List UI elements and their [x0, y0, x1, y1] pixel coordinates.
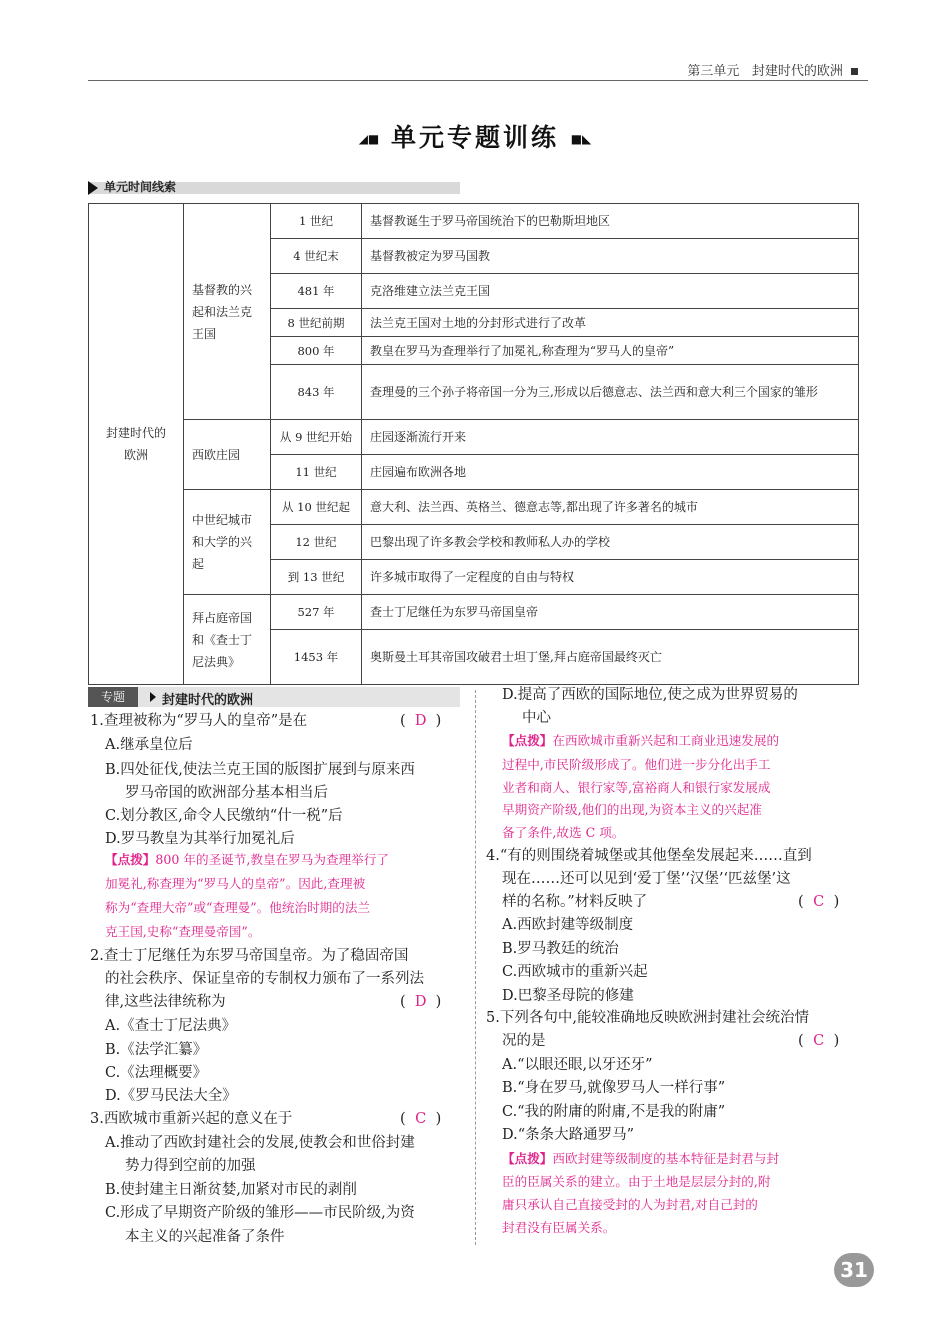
timeline-time: 11 世纪 [271, 455, 362, 490]
timeline-time: 843 年 [271, 365, 362, 420]
question-line: B.四处征伐,使法兰克王国的版图扩展到与原来西 [105, 762, 415, 778]
timeline-event: 庄园逐渐流行开来 [362, 420, 859, 455]
question-line: 罗马帝国的欧洲部分基本相当后 [125, 785, 328, 801]
question-line: A.推动了西欧封建社会的发展,使教会和世俗封建 [105, 1135, 415, 1151]
square-icon [851, 68, 858, 75]
timeline-event: 庄园遍布欧洲各地 [362, 455, 859, 490]
timeline-row [89, 420, 859, 455]
answer-q3: ( C ) [400, 1111, 442, 1127]
page-title: 单元专题训练 [390, 123, 559, 152]
question-line: 1.查理被称为“罗马人的皇帝”是在 [90, 713, 308, 729]
title-left-deco-icon: ◢■ [358, 132, 380, 146]
timeline-era: 封建时代的欧洲 [89, 204, 184, 685]
timeline-label: 单元时间线索 [104, 180, 177, 194]
timeline-row [89, 490, 859, 525]
question-line: D.巴黎圣母院的修建 [502, 988, 634, 1004]
play-arrow-icon [88, 181, 98, 195]
timeline-time: 527 年 [271, 595, 362, 630]
question-line: D.罗马教皇为其举行加冕礼后 [105, 831, 295, 847]
timeline-time: 12 世纪 [271, 525, 362, 560]
header-text [687, 60, 858, 79]
question-line: A.《查士丁尼法典》 [105, 1018, 237, 1034]
header-unit: 第三单元 [687, 64, 740, 79]
comment-line: 过程中,市民阶级形成了。他们进一步分化出手工 [502, 757, 771, 772]
comment-line: 克王国,史称“查理曼帝国”。 [105, 924, 261, 939]
answer-q4: ( C ) [798, 894, 840, 910]
question-line: C.“我的附庸的附庸,不是我的附庸” [502, 1104, 726, 1120]
timeline-time: 从 10 世纪起 [271, 490, 362, 525]
timeline-row [89, 204, 859, 239]
timeline-event: 教皇在罗马为查理举行了加冕礼,称查理为“罗马人的皇帝” [362, 337, 859, 365]
timeline-time: 4 世纪末 [271, 239, 362, 274]
question-line: A.继承皇位后 [105, 737, 193, 753]
comment-line: 封君没有臣属关系。 [502, 1220, 616, 1235]
comment-line: 庸只承认自己直接受封的人为封君,对自己封的 [502, 1197, 758, 1212]
play-arrow-icon [150, 692, 156, 702]
question-line: 4.“有的则围绕着城堡或其他堡垒发展起来……直到 [486, 848, 812, 864]
timeline-time: 从 9 世纪开始 [271, 420, 362, 455]
timeline-event: 基督教被定为罗马国教 [362, 239, 859, 274]
comment-line: 早期资产阶级,他们的出现,为资本主义的兴起准 [502, 802, 762, 817]
comment-line: 【点拨】西欧封建等级制度的基本特征是封君与封 [502, 1151, 780, 1166]
timeline-time: 到 13 世纪 [271, 560, 362, 595]
question-line: A.西欧封建等级制度 [502, 917, 634, 933]
question-line: 3.西欧城市重新兴起的意义在于 [90, 1111, 293, 1127]
question-line: B.使封建主日渐贫婪,加紧对市民的剥削 [105, 1182, 357, 1198]
comment-line: 加冕礼,称查理为“罗马人的皇帝”。因此,查理被 [105, 876, 366, 891]
question-line: D.提高了西欧的国际地位,使之成为世界贸易的 [502, 687, 798, 703]
timeline-group: 西欧庄园 [184, 420, 271, 490]
timeline-group: 拜占庭帝国和《查士丁尼法典》 [184, 595, 271, 685]
question-line: B.罗马教廷的统治 [502, 941, 619, 957]
question-line: 况的是 [502, 1033, 546, 1049]
topic-tag: 专题 [88, 687, 138, 707]
title-right-deco-icon: ■◣ [570, 132, 592, 146]
question-line: 现在……还可以见到‘爱丁堡’‘汉堡’‘匹兹堡’这 [502, 871, 791, 887]
timeline-event: 意大利、法兰西、英格兰、德意志等,都出现了许多著名的城市 [362, 490, 859, 525]
answer-q5: ( C ) [798, 1033, 840, 1049]
comment-label: 【点拨】 [502, 733, 553, 748]
topic-bar [88, 687, 460, 707]
timeline-event: 法兰克王国对土地的分封形式进行了改革 [362, 309, 859, 337]
timeline-event: 克洛维建立法兰克王国 [362, 274, 859, 309]
comment-label: 【点拨】 [502, 1151, 553, 1166]
question-line: A.“以眼还眼,以牙还牙” [502, 1057, 653, 1073]
timeline-event: 查理曼的三个孙子将帝国一分为三,形成以后德意志、法兰西和意大利三个国家的雏形 [362, 365, 859, 420]
question-line: 律,这些法律统称为 [105, 994, 226, 1010]
question-line: B.“身在罗马,就像罗马人一样行事” [502, 1080, 726, 1096]
comment-line: 【点拨】800 年的圣诞节,教皇在罗马为查理举行了 [105, 852, 389, 867]
column-divider [475, 690, 476, 1245]
comment-line: 称为“查理大帝”或“查理曼”。他统治时期的法兰 [105, 900, 371, 915]
timeline-time: 1453 年 [271, 630, 362, 685]
comment-label: 【点拨】 [105, 852, 156, 867]
question-line: C.《法理概要》 [105, 1065, 208, 1081]
question-line: B.《法学汇纂》 [105, 1042, 208, 1058]
answer-q2: ( D ) [400, 994, 442, 1010]
comment-line: 【点拨】在西欧城市重新兴起和工商业迅速发展的 [502, 733, 780, 748]
timeline-time: 8 世纪前期 [271, 309, 362, 337]
question-line: 的社会秩序、保证皇帝的专制权力颁布了一系列法 [105, 971, 424, 987]
timeline-group: 中世纪城市和大学的兴起 [184, 490, 271, 595]
question-line: 样的名称。”材料反映了 [502, 894, 648, 910]
question-line: C.形成了早期资产阶级的雏形——市民阶级,为资 [105, 1205, 415, 1221]
question-line: 势力得到空前的加强 [125, 1158, 256, 1174]
timeline-time: 481 年 [271, 274, 362, 309]
comment-line: 备了条件,故选 C 项。 [502, 825, 625, 840]
timeline-row [89, 595, 859, 630]
comment-line: 业者和商人、银行家等,富裕商人和银行家发展成 [502, 780, 771, 795]
question-line: 本主义的兴起准备了条件 [125, 1229, 285, 1245]
question-line: D.“条条大路通罗马” [502, 1127, 635, 1143]
timeline-event: 许多城市取得了一定程度的自由与特权 [362, 560, 859, 595]
timeline-time: 800 年 [271, 337, 362, 365]
question-line: C.西欧城市的重新兴起 [502, 964, 648, 980]
timeline-group: 基督教的兴起和法兰克王国 [184, 204, 271, 420]
comment-line: 臣的臣属关系的建立。由于土地是层层分封的,附 [502, 1174, 771, 1189]
page-title-row [0, 118, 950, 154]
answer-q1: ( D ) [400, 713, 442, 729]
header-unit-title: 封建时代的欧洲 [751, 64, 843, 79]
timeline-event: 奥斯曼土耳其帝国攻破君士坦丁堡,拜占庭帝国最终灭亡 [362, 630, 859, 685]
page-header [88, 60, 868, 81]
question-line: D.《罗马民法大全》 [105, 1088, 237, 1104]
timeline-table [88, 203, 859, 685]
page-number: 31 [834, 1253, 874, 1287]
question-line: C.划分教区,命令人民缴纳“什一税”后 [105, 808, 343, 824]
question-line: 5.下列各句中,能较准确地反映欧洲封建社会统治情 [486, 1010, 809, 1026]
timeline-time: 1 世纪 [271, 204, 362, 239]
question-line: 中心 [522, 710, 551, 726]
topic-title: 封建时代的欧洲 [162, 693, 254, 708]
timeline-section-bar [88, 182, 460, 194]
question-line: 2.查士丁尼继任为东罗马帝国皇帝。为了稳固帝国 [90, 948, 409, 964]
timeline-event: 查士丁尼继任为东罗马帝国皇帝 [362, 595, 859, 630]
timeline-event: 巴黎出现了许多教会学校和教师私人办的学校 [362, 525, 859, 560]
timeline-event: 基督教诞生于罗马帝国统治下的巴勒斯坦地区 [362, 204, 859, 239]
